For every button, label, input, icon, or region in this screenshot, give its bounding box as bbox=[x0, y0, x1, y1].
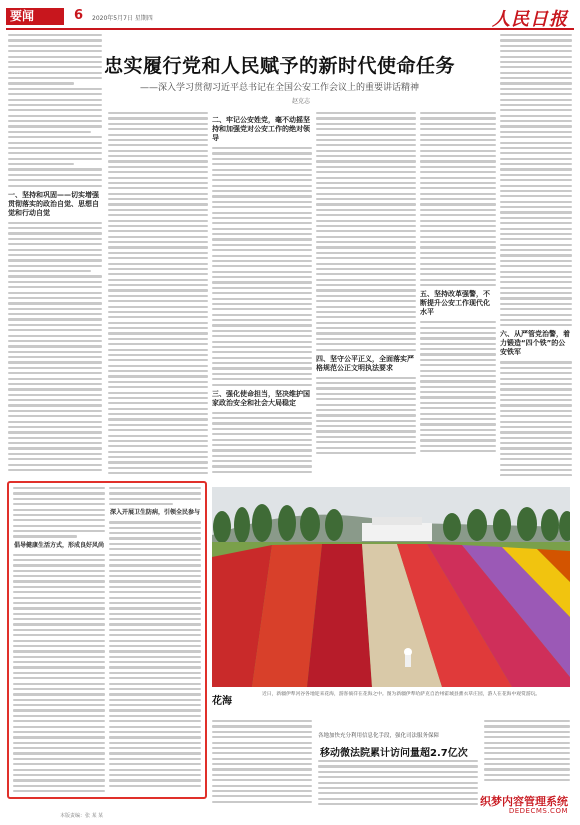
column-4 bbox=[316, 112, 416, 476]
section-heading-1: 一、坚持和巩固——切实增强贯彻落实的政治自觉、思想自觉和行动自觉 bbox=[8, 190, 99, 217]
flower-field-photo bbox=[212, 487, 570, 687]
text-lines bbox=[212, 720, 312, 805]
masthead bbox=[6, 6, 574, 30]
text-lines bbox=[500, 361, 572, 476]
column-6 bbox=[500, 34, 572, 476]
text-lines bbox=[316, 377, 416, 454]
photo-illustration bbox=[212, 487, 570, 687]
page-footer: 本版责编：张 某 某 bbox=[60, 813, 104, 819]
watermark-text: 织梦内容管理系统 bbox=[480, 795, 568, 808]
article-author: 赵克志 bbox=[292, 98, 311, 105]
text-lines bbox=[13, 487, 105, 538]
text-lines bbox=[212, 147, 312, 386]
text-lines bbox=[8, 34, 102, 187]
section-heading-2: 二、牢记公安姓党，毫不动摇坚持和加强党对公安工作的绝对领导 bbox=[212, 116, 310, 142]
photo-caption: 近日，新疆伊犁河谷各地迎来花海，游客徜徉在花海之中。图为新疆伊犁哈萨克自治州霍城县薰衣草庄园，游人在花海中观赏游玩。 bbox=[262, 692, 541, 697]
bottom-news-body bbox=[318, 760, 478, 805]
text-lines bbox=[109, 521, 201, 787]
text-lines bbox=[420, 112, 496, 286]
section-label: 要闻 bbox=[6, 8, 64, 25]
text-lines bbox=[316, 112, 416, 351]
page-number: 6 bbox=[74, 8, 84, 23]
newspaper-logo: 人民日报 bbox=[492, 9, 568, 30]
text-lines bbox=[212, 412, 312, 476]
column-5 bbox=[420, 112, 496, 476]
highlight-subhead-2: 深入开展卫生防病，引领全民参与 bbox=[109, 509, 200, 517]
text-lines bbox=[420, 321, 496, 452]
watermark-url: DEDECMS.COM bbox=[508, 807, 568, 815]
text-lines bbox=[108, 112, 208, 476]
highlighted-article[interactable] bbox=[7, 481, 207, 799]
photo-title: 花海 bbox=[212, 696, 232, 707]
bottom-news-kicker: 各地加快充分利用信息化手段，强化司法服务保障 bbox=[318, 733, 440, 739]
text-lines bbox=[8, 222, 102, 474]
text-lines bbox=[484, 720, 570, 781]
bottom-news-column-3 bbox=[484, 720, 570, 790]
text-lines bbox=[500, 34, 572, 326]
article-headline: 忠实履行党和人民赋予的新时代使命任务 bbox=[104, 55, 456, 77]
column-2 bbox=[108, 112, 208, 476]
highlight-column-1 bbox=[13, 487, 105, 793]
article-subheadline: ——深入学习贯彻习近平总书记在全国公安工作会议上的重要讲话精神 bbox=[140, 83, 420, 93]
text-lines bbox=[109, 487, 201, 505]
text-lines bbox=[13, 554, 105, 793]
column-1 bbox=[8, 34, 102, 474]
section-heading-4: 四、坚守公平正义，全面落实严格规范公正文明执法要求 bbox=[316, 354, 414, 372]
section-heading-6: 六、从严管党治警，着力锻造“四个铁”的公安铁军 bbox=[500, 330, 570, 357]
text-lines bbox=[318, 760, 478, 805]
section-heading-3: 三、强化使命担当，坚决维护国家政治安全和社会大局稳定 bbox=[212, 389, 310, 407]
highlight-column-2 bbox=[109, 487, 201, 793]
date-line: 2020年5月7日 星期四 bbox=[92, 15, 153, 22]
column-3 bbox=[212, 112, 312, 476]
section-heading-5: 五、坚持改革强警，不断提升公安工作现代化水平 bbox=[420, 290, 490, 317]
bottom-news-title[interactable]: 移动微法院累计访问量超2.7亿次 bbox=[320, 748, 468, 759]
highlight-subhead-1: 倡导健康生活方式，形成良好风尚 bbox=[13, 541, 104, 549]
bottom-news-column-1 bbox=[212, 720, 312, 805]
